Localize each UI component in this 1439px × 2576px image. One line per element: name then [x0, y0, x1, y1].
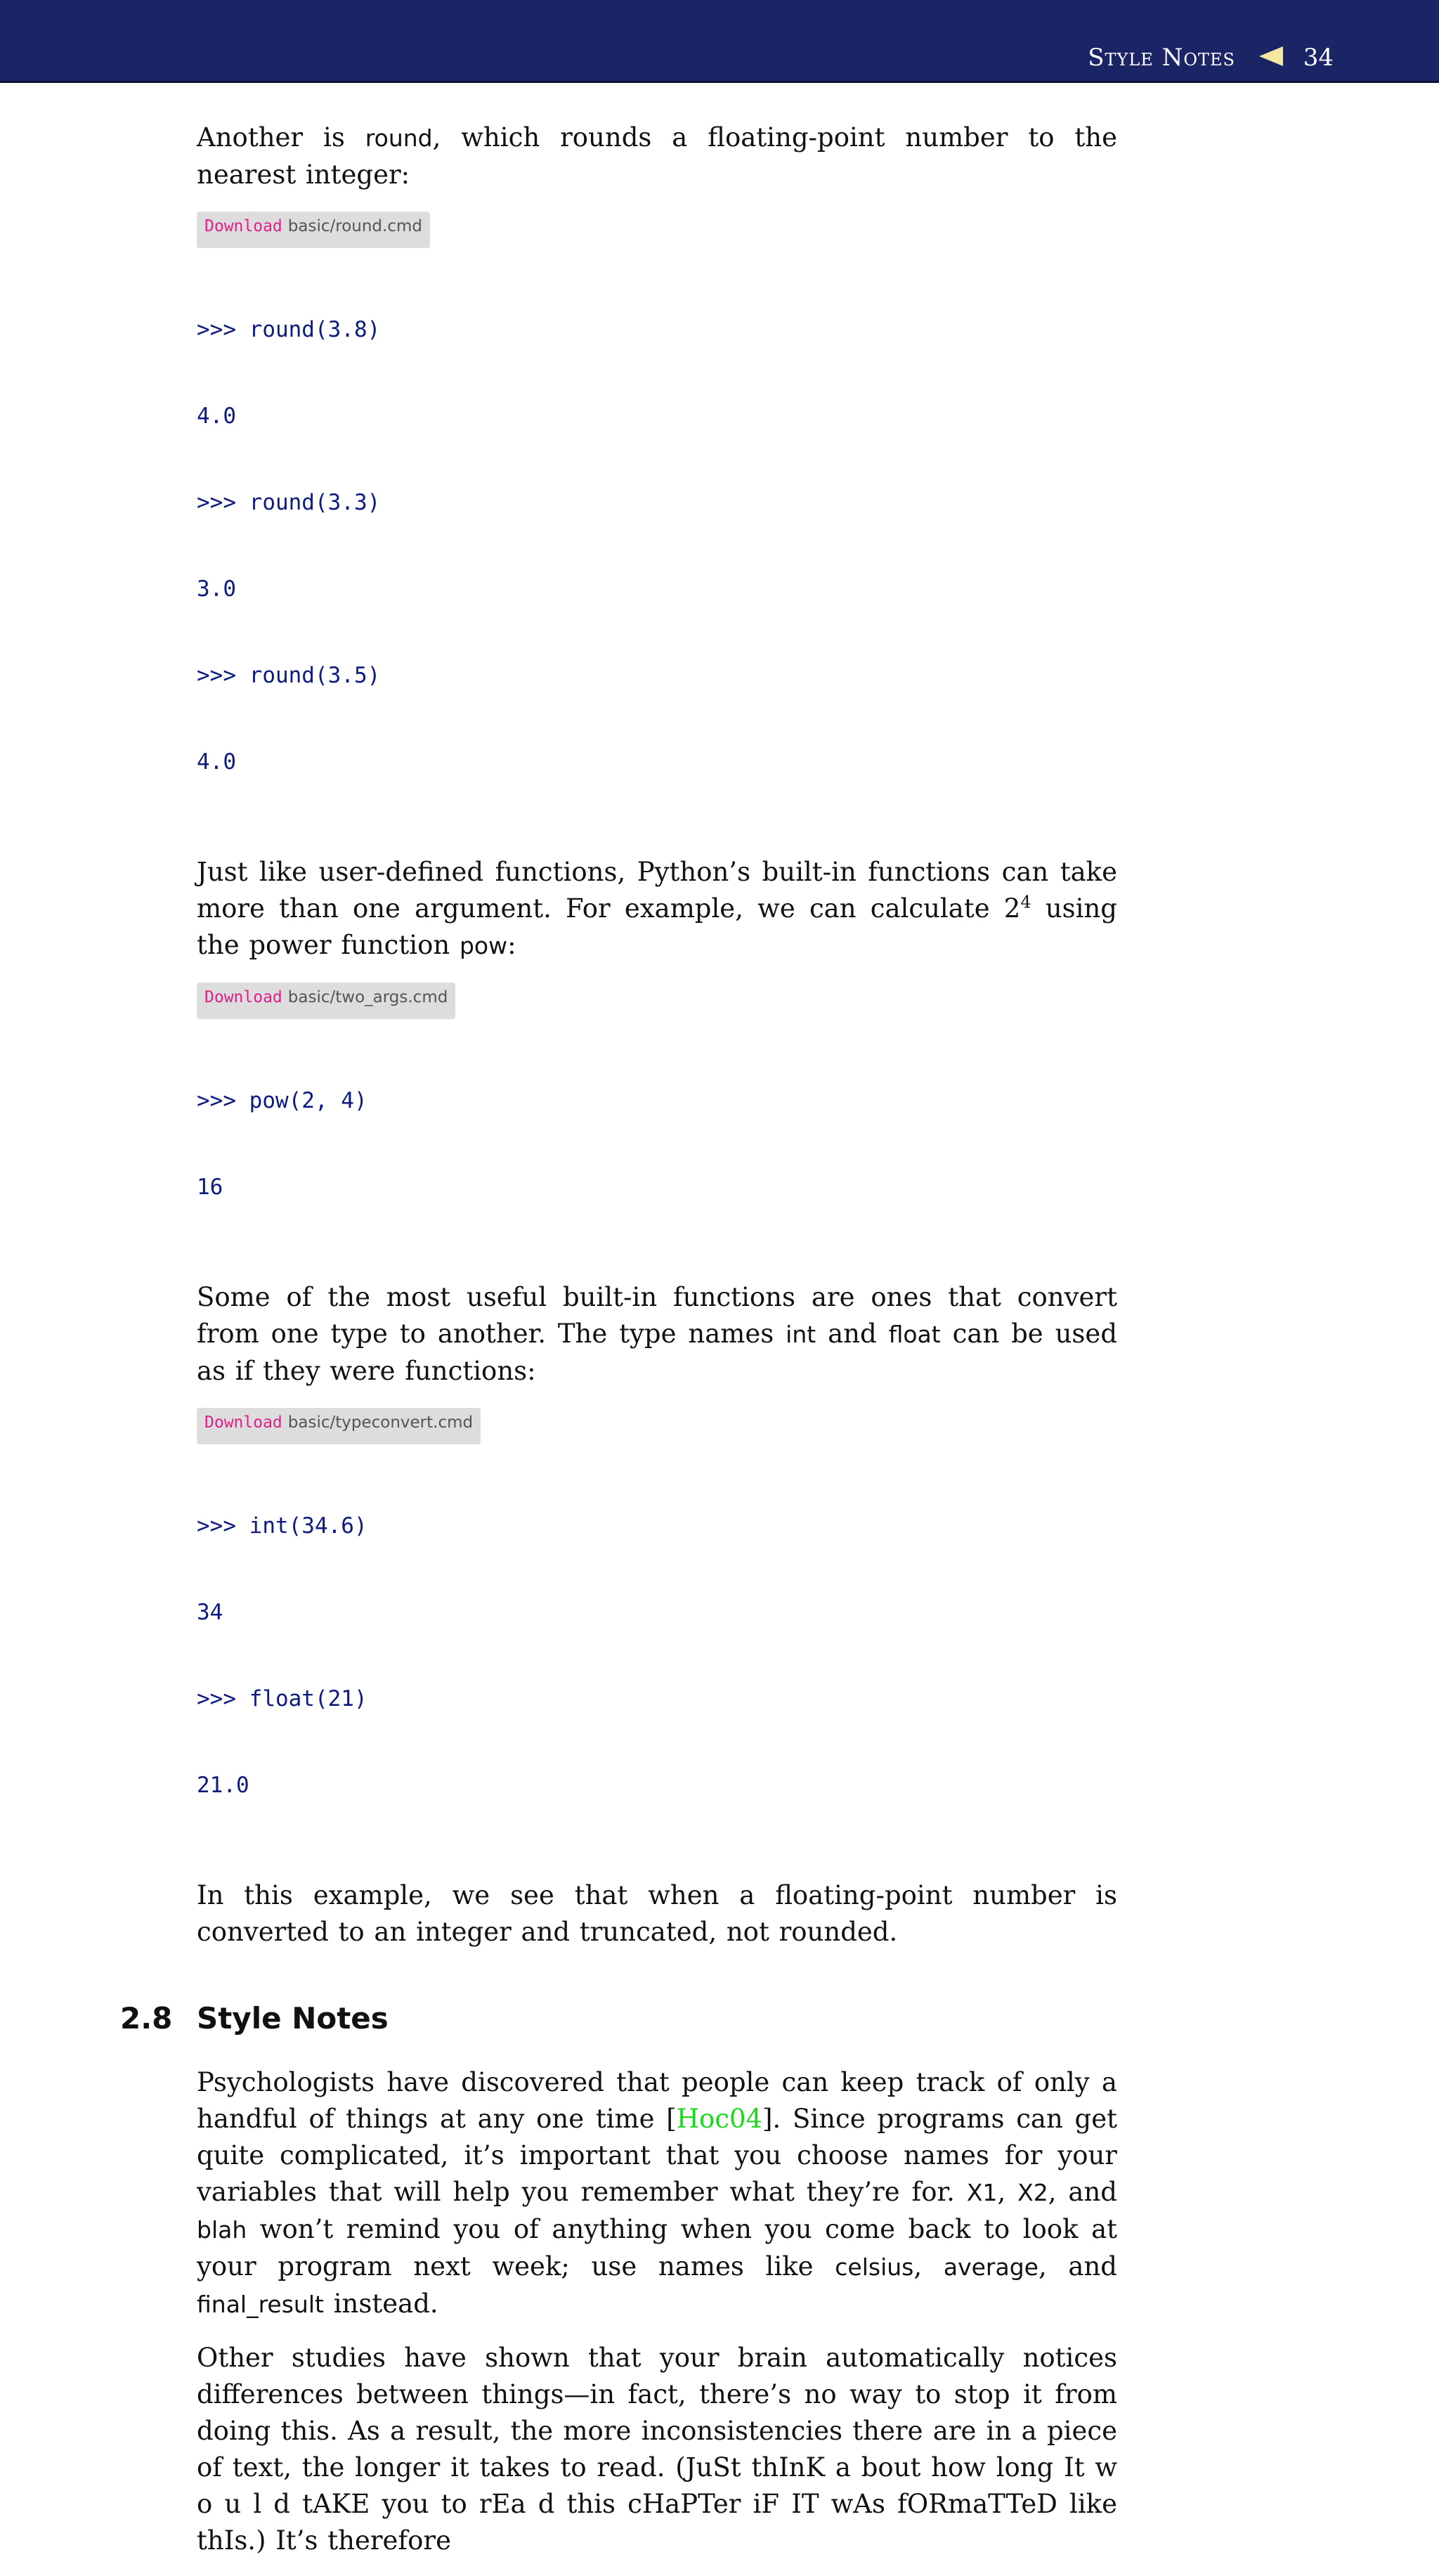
download-link[interactable] — [197, 1408, 481, 1444]
code-line: 16 — [197, 1174, 223, 1200]
code-line: 4.0 — [197, 403, 236, 429]
download-link[interactable] — [197, 212, 430, 248]
download-path: basic/typeconvert.cmd — [287, 1413, 474, 1432]
inline-code: int — [786, 1321, 816, 1348]
code-line: >>> round(3.3) — [197, 490, 381, 515]
code-line: 3.0 — [197, 576, 236, 602]
paragraph: Some of the most useful built-in functions are ones that convert from one type to another. The type names int and float can be used as if they were functions: — [197, 1282, 1117, 1386]
inline-code: final_result — [197, 2291, 324, 2318]
code-line: >>> int(34.6) — [197, 1513, 367, 1539]
section-heading — [120, 2001, 1117, 2043]
code-line: 34 — [197, 1600, 223, 1625]
paragraph: Psychologists have discovered that people can keep track of only a handful of things at any one time [Hoc04]. Since programs can get quite complicated, it’s important that you choose names for your variables that will help you remember what they’re for. X1, X2, and blah won’t remind you of anything when you come back to look at your program next week; use names like celsius, average, and final_result instead. — [197, 2067, 1117, 2319]
inline-code: blah — [197, 2216, 247, 2244]
inline-code: X2 — [1017, 2179, 1048, 2206]
download-path: basic/round.cmd — [287, 217, 422, 235]
inline-code: pow — [459, 932, 508, 959]
download-label: Download — [204, 217, 282, 235]
inline-code: X1 — [966, 2179, 998, 2206]
inline-code: celsius — [835, 2253, 914, 2281]
download-link[interactable] — [197, 983, 455, 1019]
code-line: >>> round(3.5) — [197, 663, 381, 688]
code-line: 4.0 — [197, 749, 236, 775]
code-block — [197, 1029, 1117, 1260]
download-label: Download — [204, 988, 282, 1007]
paragraph: Another is round, which rounds a floating-point number to the nearest integer: — [197, 122, 1118, 190]
code-block — [197, 1454, 1117, 1858]
inline-code: round — [365, 124, 433, 152]
code-line: 21.0 — [197, 1773, 249, 1798]
download-label: Download — [204, 1413, 282, 1432]
code-line: >>> float(21) — [197, 1686, 367, 1711]
page-content — [120, 119, 1118, 2576]
paragraph: Just like user-defined functions, Python’s built-in functions can take more than one argument. For example, we can calculate $2^4$ using the power function pow: — [197, 857, 1117, 960]
back-arrow-icon[interactable] — [1259, 46, 1283, 66]
page-header — [0, 0, 1439, 83]
paragraph: In this example, we see that when a floating-point number is converted to an integer and truncated, not rounded. — [197, 1880, 1117, 1947]
inline-code: average — [943, 2253, 1038, 2281]
inline-code: float — [888, 1321, 941, 1348]
citation-link[interactable]: Hoc04 — [676, 2104, 763, 2134]
running-header-title: Style Notes — [1088, 44, 1235, 72]
code-line: >>> pow(2, 4) — [197, 1088, 367, 1113]
section-title: Style Notes — [197, 2001, 389, 2035]
page-number: 34 — [1303, 44, 1334, 72]
section-number: 2.8 — [120, 2001, 173, 2035]
code-block — [197, 258, 1117, 834]
download-path: basic/two_args.cmd — [287, 988, 448, 1007]
code-line: >>> round(3.8) — [197, 317, 381, 342]
paragraph: Other studies have shown that your brain automatically notices differences between things—in fact, there’s no way to stop it from doing this. As a result, the more inconsistencies there are in a piece of text, the longer it takes to read. (JuSt thInK a bout how long It w o u l d tAKE you to rEa d this cHaPTer iF IT wAs fORmaTTeD like thIs.) It’s therefore — [197, 2343, 1117, 2556]
